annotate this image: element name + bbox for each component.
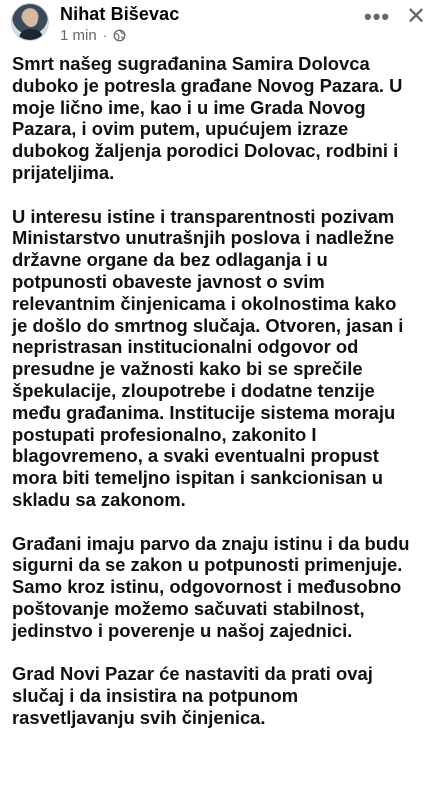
avatar-face (24, 11, 38, 27)
author-name[interactable]: Nihat Biševac (60, 4, 180, 24)
post-paragraph: Smrt našeg sugrađanina Samira Dolovca duboko je potresla građane Novog Pazara. U moje lično ime, kao i u ime Grada Novog Pazara, i ovim putem, upućujem izraze dubokog žaljenja porodici Dolovac, rodbini i prijateljima. (12, 53, 403, 183)
post-time[interactable]: 1 min (60, 27, 97, 44)
post-paragraph: Grad Novi Pazar će nastaviti da prati ovaj slučaj i da insistira na potpunom rasvetljavanju svih činjenica. (12, 663, 373, 728)
post-body (12, 53, 437, 751)
post-paragraph: Građani imaju parvo da znaju istinu i da budu sigurni da se zakon u potpunosti primenjuje. Samo kroz istinu, odgovornost i međusobno poštovanje možemo sačuvati stabilnost, jedinstvo i poverenje u našoj zajednici. (12, 532, 410, 641)
avatar-shirt (19, 29, 43, 41)
close-icon[interactable]: ✕ (406, 3, 427, 30)
meta-separator: · (102, 28, 108, 43)
globe-icon (113, 29, 126, 42)
author-avatar[interactable] (11, 3, 49, 41)
post-header (0, 0, 443, 46)
post-paragraph: U interesu istine i transparentnosti pozivam Ministarstvo unutrašnjih poslova i nadležne državne organe da bez odlaganja i u potpunosti obaveste javnost o svim relevantnim činjenicama i okolnostima kako je došlo do smrtnog slučaja. Otvoren, jasan i nepristrasan institucionalni odgovor od presudne je važnosti kako bi se sprečile špekulacije, zloupotrebe i dodatne tenzije među građanima. Institucije sistema moraju postupati profesionalno, zakonito I blagovremeno, a svaki eventualni propust mora biti temeljno ispitan i sankcionisan u skladu sa zakonom. (12, 205, 404, 510)
more-options-icon[interactable]: ••• (364, 4, 391, 29)
post-meta (60, 27, 126, 44)
